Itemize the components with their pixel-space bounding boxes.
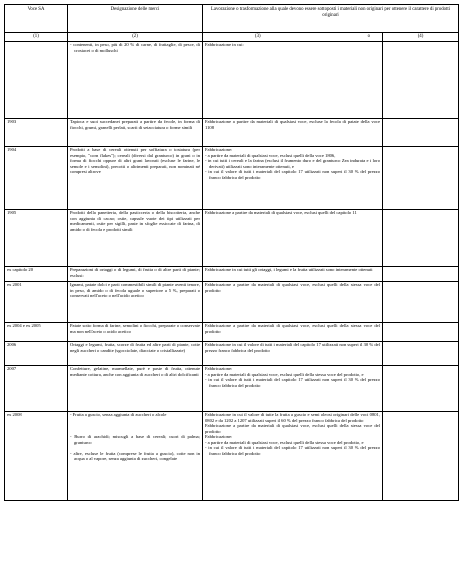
row-desc: Patate sotto forma di farine, semolini o fiocchi, preparate o conservate ma non nell'aceto o acido acetico: [68, 323, 203, 342]
row-code: 2006: [5, 342, 68, 366]
row-code: 1903: [5, 119, 68, 147]
row-desc: - Frutta a guscio, senza aggiunta di zuccheri o alcole - Burro di arachidi; miscugli a base di cereali; cuori di palma; granturco - altre, escluse le frutta (comprese le frutta a guscio), cotte non in acqua o al vapore, senza aggiunta di zuccheri, congelate: [68, 412, 203, 501]
row-rule: Fabbricazione in cui il valore di tutte la frutta a guscio e semi oleosi originari delle voci 0801, 0802 e da 1202 a 1207 utilizzati superi il 60 % del prezzo franco fabbrica del prodotto Fabbricazione a partire da materiali di qualsiasi voce, esclusi quelli della stessa voce del prodotto Fabbricazione: - a partire da materiali di qualsiasi voce, esclusi quelli della stessa voce del prodotto, e - in cui il valore di tutti i materiali del capitolo 17 utilizzati non superi il 30 % del prezzo franco fabbrica del prodotto: [203, 412, 383, 501]
row-alt: [383, 119, 459, 147]
row-alt: [383, 342, 459, 366]
row-alt: [383, 267, 459, 282]
row-alt: [383, 210, 459, 267]
table-row: [5, 267, 459, 282]
row-alt: [383, 42, 459, 119]
row-rule: Fabbricazione: - a partire da materiali di qualsiasi voce, esclusi quelli della stessa voce del prodotto, e - in cui il valore di tutti i materiali del capitolo 17 utilizzati non superi il 30 % del prezzo franco fabbrica del prodotto: [203, 366, 383, 412]
header-or: o: [367, 34, 370, 39]
row-rule: Fabbricazione in cui:: [203, 42, 383, 119]
row-code: ex capitolo 20: [5, 267, 68, 282]
origin-rules-table: [4, 4, 459, 501]
row-alt: [383, 147, 459, 210]
row-alt: [383, 282, 459, 323]
row-rule: Fabbricazione in cui tutti gli ortaggi, i legumi e la frutta utilizzati sono interamente ottenuti: [203, 267, 383, 282]
table-row: [5, 323, 459, 342]
table-row: [5, 342, 459, 366]
row-code: [5, 42, 68, 119]
header-row: [5, 5, 459, 33]
row-rule: Fabbricazione: - a partire da materiali di qualsiasi voce, esclusi quelli della voce 1806, - in cui tutti i cereali e la farina (esclusi il frumento duro e del granturco Zea indurata e i loro derivati) utilizzati sono interamente ottenuti, e - in cui il valore di tutti i materiali del capitolo 17 utilizzati non superi il 30 % del prezzo franco fabbrica del prodotto: [203, 147, 383, 210]
row-code: 1904: [5, 147, 68, 210]
table-row: [5, 210, 459, 267]
row-rule: Fabbricazione a partire da materiali di qualsiasi voce, escluse la fecola di patate della voce 1108: [203, 119, 383, 147]
row-desc: Tapioca e suoi succedanei preparati a partire da fecole, in forma di fiocchi, grumi, granelli perlati, scarti di setacciatura o forme simili: [68, 119, 203, 147]
header-num-1: (1): [5, 33, 68, 42]
header-voce: Voce SA: [5, 5, 68, 33]
row-desc: Confetture, gelatine, marmellate, purè e paste di frutta, ottenute mediante cottura, anche con aggiunta di zuccheri o di altri dolcificanti: [68, 366, 203, 412]
row-desc: Prodotti a base di cereali ottenuti per soffiatura o tostatura (per esempio, "corn flakes"); cereali (diversi dal granturco) in grani o in forma di fiocchi oppure di altri grani lavorati (escluse le farine, le semole e i semolini), precotti o altrimenti preparati, non nominati né compresi altrove: [68, 147, 203, 210]
row-code: ex 2004 e ex 2005: [5, 323, 68, 342]
row-desc: Prodotti della panetteria, della pasticceria o della biscotteria, anche con aggiunta di cacao; ostie, capsule vuote dei tipi utilizzati per medicamenti, ostie per sigilli, paste in sfoglie essiccate di farina, di amido o di fecola e prodotti simili: [68, 210, 203, 267]
header-designazione: Designazione delle merci: [68, 5, 203, 33]
row-rule: Fabbricazione a partire da materiali di qualsiasi voce, esclusi quelli del capitolo 11: [203, 210, 383, 267]
row-alt: [383, 412, 459, 501]
row-code: ex 2008: [5, 412, 68, 501]
header-number-row: [5, 33, 459, 42]
row-alt: [383, 323, 459, 342]
row-code: 1905: [5, 210, 68, 267]
row-code: ex 2001: [5, 282, 68, 323]
row-rule: Fabbricazione a partire da materiali di qualsiasi voce, esclusi quelli della stessa voce del prodotto: [203, 282, 383, 323]
header-num-3: (3): [255, 34, 261, 39]
row-rule: Fabbricazione in cui il valore di tutti i materiali del capitolo 17 utilizzati non superi il 30 % del prezzo franco fabbrica del prodotto: [203, 342, 383, 366]
row-desc: Ortaggi e legumi, frutta, scorze di frutta ed altre parti di piante, cotte negli zuccheri o candite (sgocciolate, diacciate o cristallizzate): [68, 342, 203, 366]
row-desc: - contenenti, in peso, più di 20 % di carne, di frattaglie, di pesce, di crostacei o di molluschi: [68, 42, 203, 119]
header-num-4: (4): [383, 33, 459, 42]
table-row: [5, 42, 459, 119]
header-num-3-cell: [203, 33, 383, 42]
table-row: [5, 412, 459, 501]
header-num-2: (2): [68, 33, 203, 42]
table-row: [5, 147, 459, 210]
header-lavorazione: Lavorazione o trasformazione alla quale devono essere sottoposti i materiali non originari per ottenere il carattere di prodotti originari: [203, 5, 459, 33]
table-row: [5, 282, 459, 323]
table-row: [5, 119, 459, 147]
row-rule: Fabbricazione a partire da materiali di qualsiasi voce, esclusi quelli della stessa voce del prodotto: [203, 323, 383, 342]
row-alt: [383, 366, 459, 412]
row-desc: Preparazioni di ortaggi o di legumi, di frutta o di altre parti di piante; esclusi:: [68, 267, 203, 282]
row-desc: Ignami, patate dolci e parti commestibili simili di piante aventi tenore, in peso, di amido o di fecola uguale o superiore a 5 %, preparati o conservati nell'aceto o nell'acido acetico: [68, 282, 203, 323]
table-row: [5, 366, 459, 412]
row-code: 2007: [5, 366, 68, 412]
